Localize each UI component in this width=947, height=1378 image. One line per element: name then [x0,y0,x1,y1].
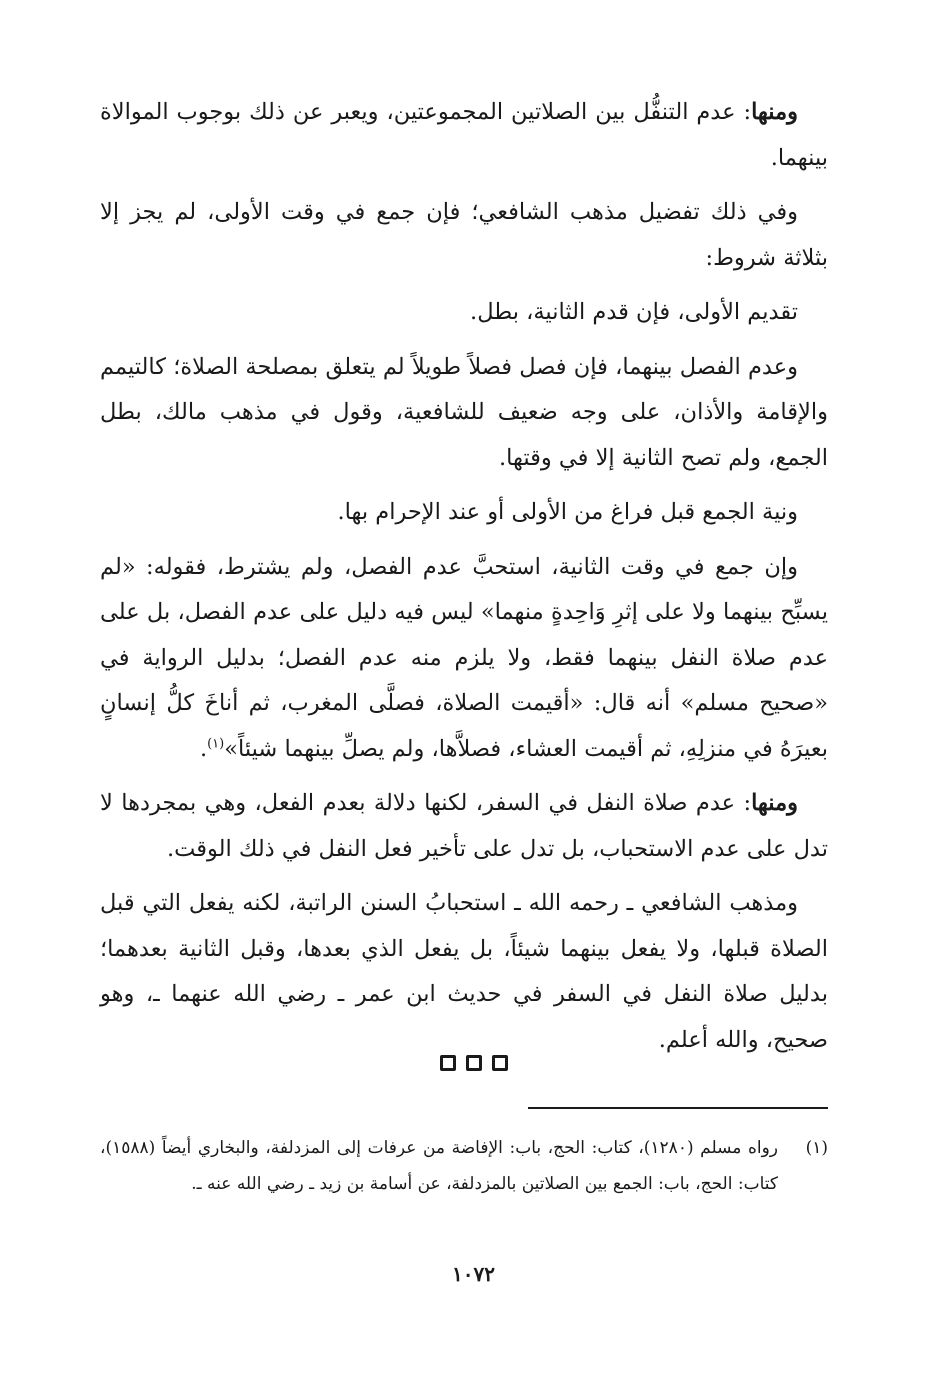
ornament-square-icon [492,1055,508,1071]
paragraph-1 [100,90,828,181]
paragraph-6 [100,545,828,773]
paragraph-text: وإن جمع في وقت الثانية، استحبَّ عدم الفصل، ولم يشترط، فقوله: «لم يسبِّح بينهما ولا على إثرِ وَاحِدةٍ منهما» ليس فيه دليل على عدم الفصل، بل على عدم صلاة النفل بينهما فقط، ولا يلزم منه عدم الفصل؛ بدليل الرواية في «صحيح مسلم» أنه قال: «أقيمت الصلاة، فصلَّى المغرب، ثم أناخَ كلُّ إنسانٍ بعيرَهُ في منزلِهِ، ثم أقيمت العشاء، فصلاَّها، ولم يصلِّ بينهما شيئاً» [100,553,828,762]
paragraph-2: وفي ذلك تفضيل مذهب الشافعي؛ فإن جمع في وقت الأولى، لم يجز إلا بثلاثة شروط: [100,199,828,271]
footnote-text: رواه مسلم (١٢٨٠)، كتاب: الحج، باب: الإفاضة من عرفات إلى المزدلفة، والبخاري أيضاً (١٥٨٨)، كتاب: الحج، باب: الجمع بين الصلاتين بالمزدلفة، عن أسامة بن زيد ـ رضي الله عنه ـ. [100,1138,778,1194]
footnote-reference[interactable]: (١) [207,736,225,751]
paragraph-text: : عدم صلاة النفل في السفر، لكنها دلالة بعدم الفعل، وهي بمجردها لا تدل على عدم الاستحباب، بل تدل على تأخير فعل النفل في ذلك الوقت. [100,790,828,862]
paragraph-4: وعدم الفصل بينهما، فإن فصل فصلاً طويلاً لم يتعلق بمصلحة الصلاة؛ كالتيمم والإقامة والأذان، على وجه ضعيف للشافعية، وقول في مذهب مالك، بطل الجمع، ولم تصح الثانية إلا في وقتها. [100,353,828,471]
ornament-square-icon [466,1055,482,1071]
section-ornament [0,1055,947,1071]
footnote-separator [528,1107,828,1109]
paragraph-8: ومذهب الشافعي ـ رحمه الله ـ استحبابُ السنن الراتبة، لكنه يفعل التي قبل الصلاة قبلها، ولا يفعل بينهما شيئاً، بل يفعل الذي بعدها، وقبل الثانية بعدهما؛ بدليل صلاة النفل في السفر في حديث ابن عمر ـ رضي الله عنهما ـ، وهو صحيح، والله أعلم. [100,890,828,1053]
footnote-number: (١) [805,1138,828,1158]
paragraph-lead: ومنها [751,790,798,816]
paragraph-7 [100,781,828,872]
page-number: ١٠٧٢ [452,1262,495,1286]
paragraph-lead: ومنها [751,99,798,125]
paragraph-5: ونية الجمع قبل فراغ من الأولى أو عند الإحرام بها. [337,499,798,525]
main-text [100,90,828,1072]
paragraph-3: تقديم الأولى، فإن قدم الثانية، بطل. [470,299,798,325]
paragraph-text: : عدم التنفُّل بين الصلاتين المجموعتين، ويعبر عن ذلك بوجوب الموالاة بينهما. [100,99,828,171]
paragraph-end: . [199,735,208,762]
footnote [100,1130,828,1202]
ornament-square-icon [440,1055,456,1071]
